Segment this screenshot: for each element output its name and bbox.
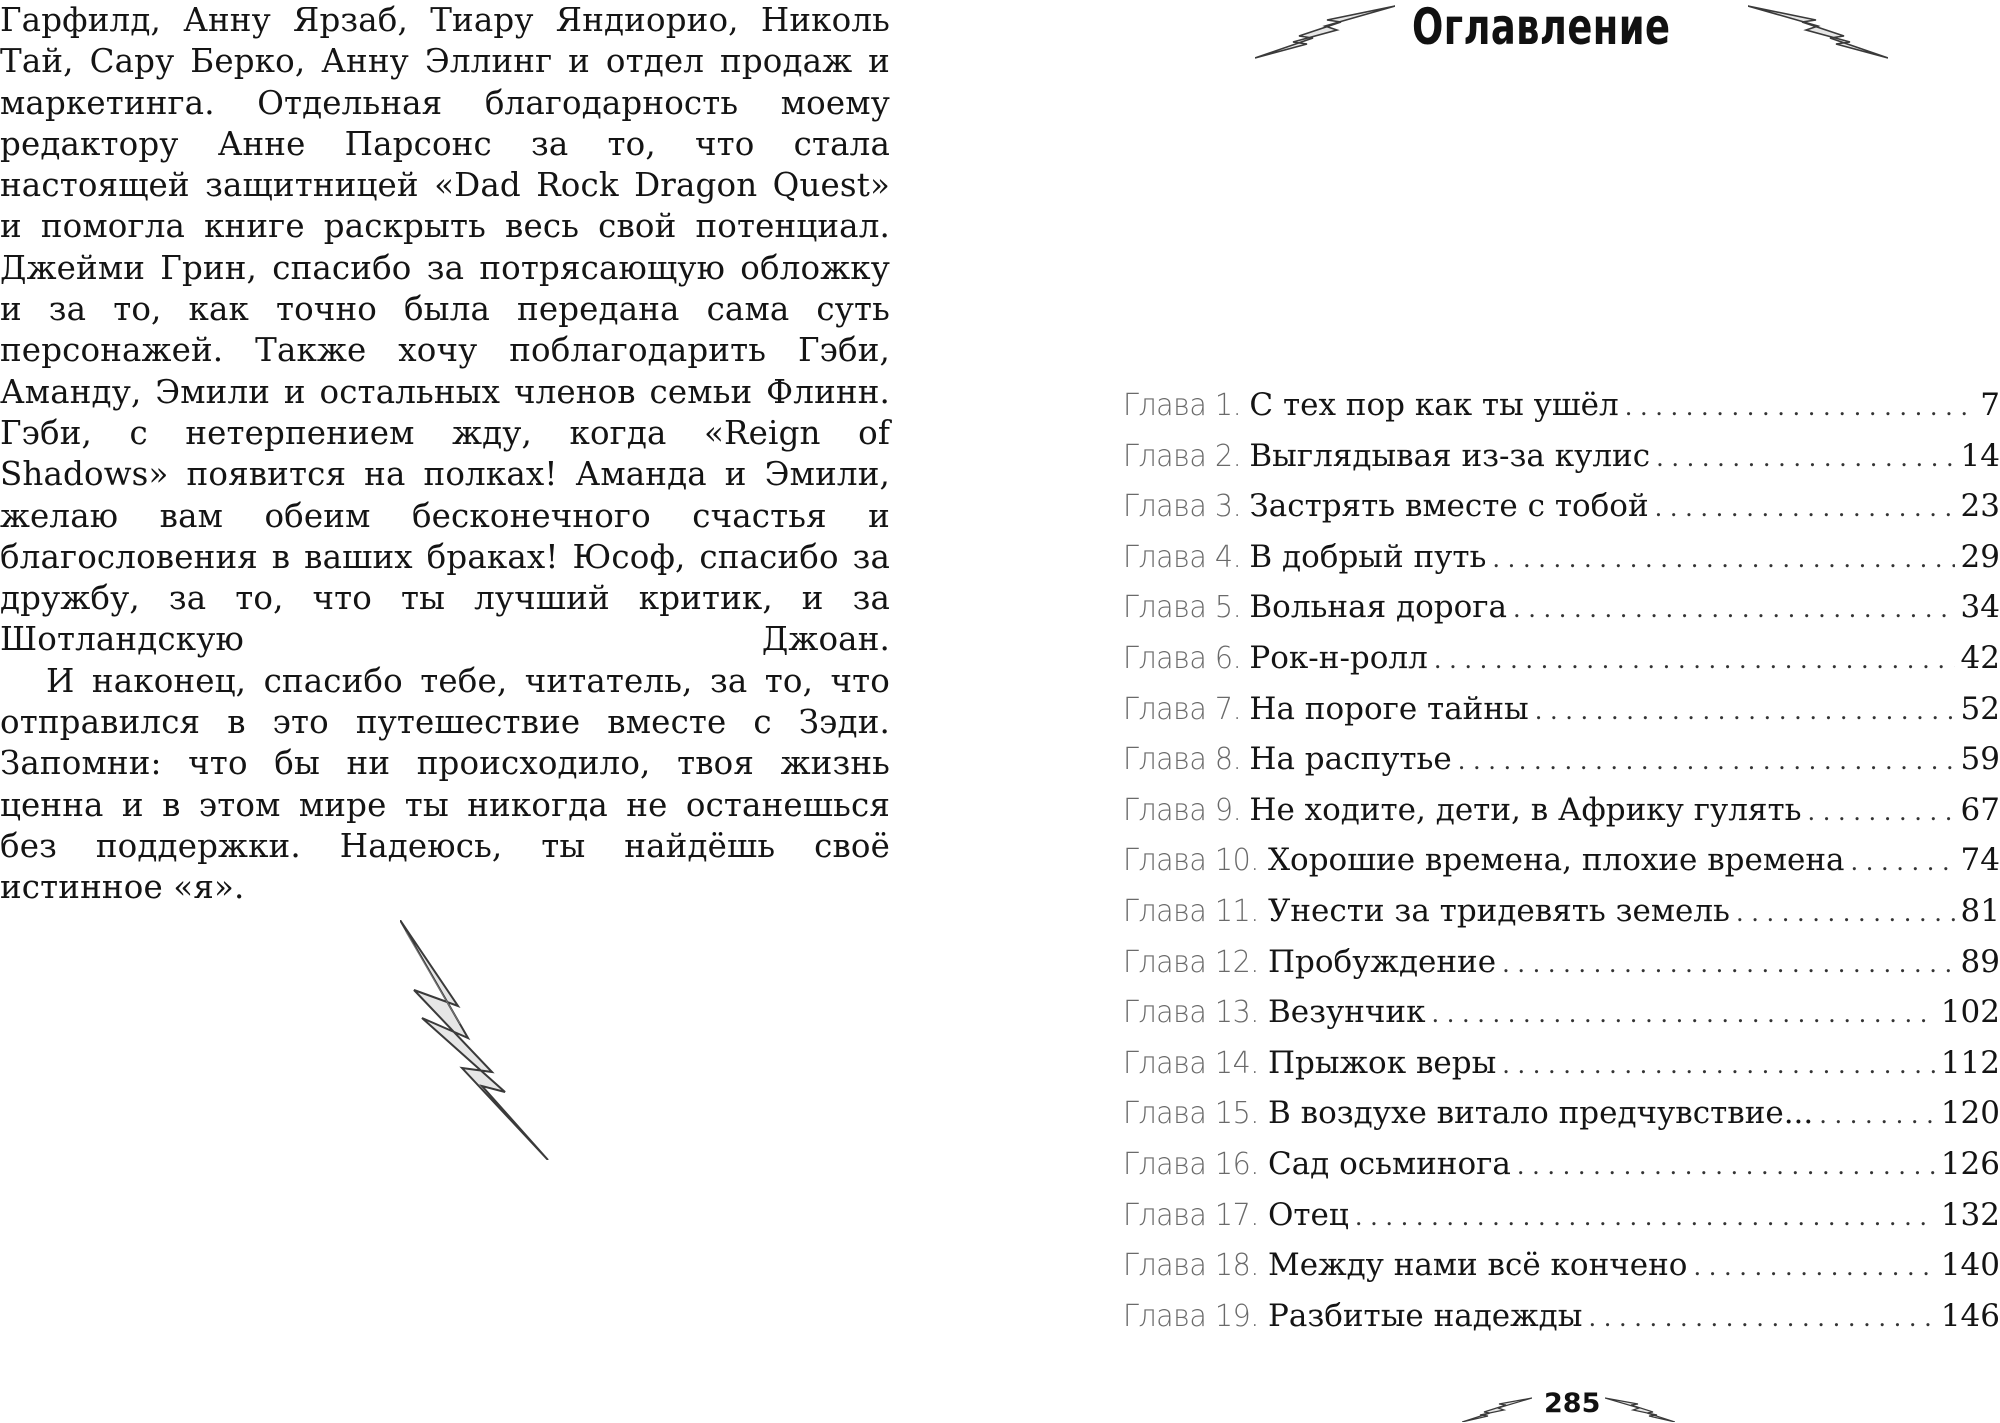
- chapter-label: Глава 10.: [1123, 843, 1259, 879]
- chapter-label: Глава 18.: [1123, 1248, 1259, 1284]
- page-number: 59: [1960, 741, 2000, 778]
- chapter-title: В добрый путь: [1249, 538, 1487, 575]
- chapter-label: Глава 7.: [1123, 691, 1242, 727]
- chapter-title: С тех пор как ты ушёл: [1249, 387, 1619, 423]
- leader-dots: [1655, 494, 1955, 522]
- toc-entry[interactable]: [1123, 691, 2000, 742]
- chapter-title: Вольная дорога: [1249, 589, 1507, 626]
- chapter-title: Рок-н-ролл: [1249, 639, 1428, 676]
- page-number: 74: [1960, 842, 2000, 879]
- toc-entry[interactable]: [1123, 539, 2000, 590]
- page-number: 29: [1960, 538, 2000, 575]
- toc-entry[interactable]: [1123, 488, 2000, 539]
- chapter-label: Глава 11.: [1123, 893, 1259, 929]
- leader-dots: [1502, 950, 1954, 978]
- toc-title: Оглавление: [1412, 0, 1671, 56]
- chapter-title: Отец: [1267, 1196, 1349, 1233]
- page-number: 42: [1960, 639, 2000, 676]
- leader-dots: [1588, 1304, 1934, 1332]
- chapter-title: Сад осьминога: [1267, 1145, 1511, 1182]
- chapter-label: Глава 16.: [1123, 1146, 1259, 1182]
- chapter-title: Прыжок веры: [1267, 1044, 1497, 1081]
- toc-entry[interactable]: [1123, 1298, 2000, 1349]
- leader-dots: [1736, 899, 1955, 927]
- chapter-label: Глава 6.: [1123, 640, 1242, 676]
- toc-entry[interactable]: [1123, 893, 2000, 944]
- chapter-title: Между нами всё кончено: [1267, 1247, 1688, 1284]
- chapter-label: Глава 4.: [1123, 539, 1242, 575]
- chapter-label: Глава 2.: [1123, 438, 1242, 474]
- chapter-label: Глава 19.: [1123, 1298, 1259, 1334]
- page-number: 23: [1960, 488, 2000, 525]
- chapter-label: Глава 13.: [1123, 995, 1259, 1031]
- leader-dots: [1355, 1203, 1935, 1231]
- lightning-bolt-icon: [1605, 1396, 1675, 1422]
- toc-entry[interactable]: [1123, 1197, 2000, 1248]
- leader-dots: [1819, 1101, 1935, 1129]
- lightning-bolt-icon: [400, 920, 550, 1160]
- folio: [1462, 1388, 1662, 1423]
- page-number: 120: [1940, 1095, 2000, 1132]
- toc-entry[interactable]: [1123, 792, 2000, 843]
- leader-dots: [1656, 444, 1954, 472]
- chapter-title: Выглядывая из-за кулис: [1249, 437, 1651, 474]
- page-number: 112: [1940, 1044, 2000, 1081]
- toc-entry[interactable]: [1123, 1045, 2000, 1096]
- chapter-label: Глава 17.: [1123, 1197, 1259, 1233]
- toc-entry[interactable]: [1123, 994, 2000, 1045]
- page-number: 140: [1940, 1247, 2000, 1284]
- toc-entry[interactable]: [1123, 589, 2000, 640]
- leader-dots: [1850, 848, 1954, 876]
- lightning-bolt-icon: [1462, 1396, 1532, 1422]
- chapter-title: В воздухе витало предчувствие...: [1267, 1095, 1814, 1132]
- chapter-label: Глава 3.: [1123, 489, 1242, 525]
- page-number: 34: [1960, 589, 2000, 626]
- toc-entry[interactable]: [1123, 1095, 2000, 1146]
- page-number: 285: [1544, 1388, 1601, 1419]
- leader-dots: [1492, 545, 1954, 573]
- leader-dots: [1513, 595, 1955, 623]
- toc-list: [1123, 387, 2000, 1348]
- chapter-label: Глава 5.: [1123, 590, 1242, 626]
- chapter-label: Глава 9.: [1123, 792, 1242, 828]
- chapter-label: Глава 15.: [1123, 1096, 1259, 1132]
- toc-entry[interactable]: [1123, 1247, 2000, 1298]
- page-number: 146: [1940, 1297, 2000, 1334]
- toc-entry[interactable]: [1123, 438, 2000, 489]
- chapter-label: Глава 14.: [1123, 1045, 1259, 1081]
- chapter-title: На распутье: [1249, 741, 1452, 778]
- leader-dots: [1535, 697, 1955, 725]
- page-number: 67: [1960, 791, 2000, 828]
- page-number: 81: [1960, 892, 2000, 929]
- page-number: 132: [1940, 1196, 2000, 1233]
- chapter-label: Глава 1.: [1123, 388, 1242, 423]
- toc-entry[interactable]: [1123, 741, 2000, 792]
- toc-entry[interactable]: [1123, 640, 2000, 691]
- page-number: 7: [1980, 387, 2000, 423]
- page-number: 126: [1940, 1145, 2000, 1182]
- chapter-label: Глава 8.: [1123, 742, 1242, 778]
- leader-dots: [1434, 646, 1955, 674]
- chapter-label: Глава 12.: [1123, 944, 1259, 980]
- leader-dots: [1431, 1000, 1934, 1028]
- toc-header: [1240, 0, 1890, 70]
- leader-dots: [1517, 1152, 1935, 1180]
- chapter-title: Унести за тридевять земель: [1267, 892, 1730, 929]
- lightning-bolt-icon: [1748, 0, 1888, 60]
- toc-entry[interactable]: [1123, 842, 2000, 893]
- page-number: 14: [1960, 437, 2000, 474]
- chapter-title: Застрять вместе с тобой: [1249, 488, 1649, 525]
- page-number: 89: [1960, 943, 2000, 980]
- page-number: 102: [1940, 994, 2000, 1031]
- chapter-title: Хорошие времена, плохие времена: [1267, 842, 1845, 879]
- leader-dots: [1502, 1051, 1935, 1079]
- toc-entry[interactable]: [1123, 1146, 2000, 1197]
- leader-dots: [1693, 1253, 1934, 1281]
- chapter-title: Везунчик: [1267, 994, 1426, 1031]
- chapter-title: Не ходите, дети, в Африку гулять: [1249, 791, 1802, 828]
- toc-entry[interactable]: [1123, 387, 2000, 438]
- page-number: 52: [1960, 690, 2000, 727]
- chapter-title: На пороге тайны: [1249, 690, 1529, 727]
- acknowledgements-paragraph-1: Гарфилд, Анну Ярзаб, Тиару Яндиорио, Николь Тай, Сару Берко, Анну Эллинг и отдел продаж и маркетинга. Отдельная благодарность моему редактору Анне Парсонс за то, что стала настоящей защитницей «Dad Rock Dragon Quest» и помогла книге раскрыть весь свой потенциал. Джейми Грин, спасибо за потрясающую обложку и за то, как точно была передана сама суть персонажей. Также хочу поблагодарить Гэби, Аманду, Эмили и остальных членов семьи Флинн. Гэби, с нетерпением жду, когда «Reign of Shadows» появится на полках! Аманда и Эмили, желаю вам обеим бесконечного счастья и благословения в ваших браках! Юсоф, спасибо за дружбу, за то, что ты лучший критик, и за Шотландскую Джоан.: [0, 1, 890, 659]
- lightning-bolt-icon: [1255, 0, 1395, 60]
- toc-entry[interactable]: [1123, 944, 2000, 995]
- leader-dots: [1458, 747, 1955, 775]
- chapter-title: Пробуждение: [1267, 943, 1497, 980]
- leader-dots: [1625, 393, 1974, 421]
- leader-dots: [1807, 798, 1954, 826]
- chapter-title: Разбитые надежды: [1267, 1297, 1583, 1334]
- acknowledgements-paragraph-2: И наконец, спасибо тебе, читатель, за то, что отправился в это путешествие вместе с Зэди. Запомни: что бы ни происходило, твоя жизнь ценна и в этом мире ты никогда не останешься без поддержки. Надеюсь, ты найдёшь своё истинное «я».: [0, 661, 890, 907]
- left-page: [0, 0, 890, 909]
